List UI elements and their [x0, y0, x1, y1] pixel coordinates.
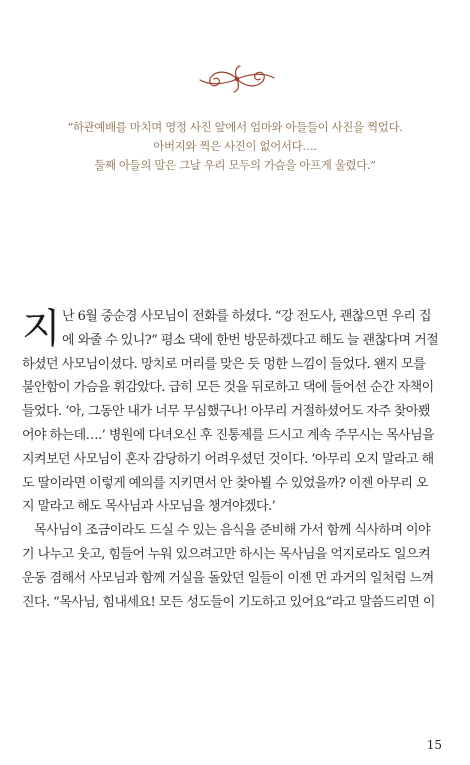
body-line: 운동 겸해서 사모님과 함께 거실을 돌았던 일들이 이젠 먼 과거의 일처럼 느껴 — [22, 570, 434, 586]
body-line: 지켜보던 사모님이 혼자 감당하기 어려우셨던 것이다. ‘아무리 오지 말라고 해 — [22, 451, 434, 467]
epigraph-quote — [30, 118, 440, 175]
body-line: 지 말라고 해도 목사님과 사모님을 챙겨야겠다.’ — [22, 499, 276, 515]
quote-line: “하관예배를 마치며 영정 사진 앞에서 엄마와 아들들이 사진을 찍었다. — [67, 120, 403, 134]
quote-line: 둘째 아들의 말은 그날 우리 모두의 가슴을 아프게 울렸다.” — [94, 158, 376, 172]
body-line: 기 나누고 웃고, 힘들어 누워 있으려고만 하시는 목사님을 억지로라도 일으켜 — [22, 546, 431, 562]
body-line: 어야 하는데….’ 병원에 다녀오신 후 진통제를 드시고 계속 주무시는 목사님을 — [22, 427, 435, 443]
body-line: 도 딸이라면 이렇게 예의를 지키면서 안 찾아뵐 수 있었을까? 이젠 아무리 오 — [22, 475, 429, 491]
body-line: 난 6월 중순경 사모님이 전화를 하셨다. “강 전도사, 괜찮으면 우리 집 — [62, 309, 432, 324]
body-text — [22, 305, 450, 614]
body-line: 들었다. ‘아, 그동안 내가 너무 무심했구나! 아무리 거절하셨어도 자주 찾아뵀 — [22, 404, 430, 420]
body-line: 진다. “목사님, 힘내세요! 모든 성도들이 기도하고 있어요”라고 말씀드리면 이 — [22, 594, 435, 610]
page-number: 15 — [426, 738, 442, 752]
body-line: 목사님이 조금이라도 드실 수 있는 음식을 준비해 가서 함께 식사하며 이야 — [34, 523, 431, 539]
body-line: 불안함이 가슴을 휘감았다. 급히 모든 것을 뒤로하고 댁에 들어선 순간 자책이 — [22, 380, 434, 396]
flourish-ornament-icon — [196, 62, 278, 96]
body-line: 하셨던 사모님이셨다. 망치로 머리를 맞은 듯 멍한 느낌이 들었다. 왠지 모를 — [22, 356, 426, 372]
body-line: 에 와줄 수 있니?” 평소 댁에 한번 방문하겠다고 해도 늘 괜찮다며 거절 — [62, 332, 439, 348]
drop-cap: 지 — [22, 306, 61, 352]
quote-line: 아버지와 찍은 사진이 없어서다…. — [153, 139, 317, 153]
